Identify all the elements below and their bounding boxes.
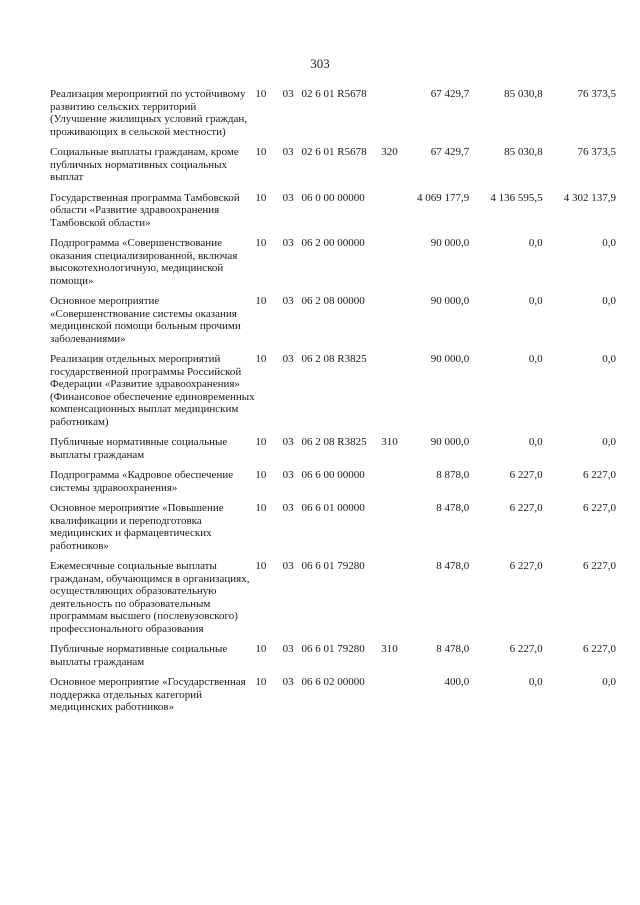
row-expense-type: 310: [381, 436, 398, 448]
row-amount-2: 0,0: [528, 237, 543, 249]
row-amount-2: 0,0: [528, 436, 543, 448]
row-amount-1: 90 000,0: [430, 436, 470, 448]
row-target-article: 02 6 01 R5678: [301, 88, 367, 100]
row-spacer-cell: [50, 345, 616, 353]
row-expense-type: [381, 192, 406, 230]
row-expense-type: [381, 295, 406, 345]
row-amount-1: 90 000,0: [430, 353, 470, 365]
row-expense-type: [381, 353, 406, 428]
row-amount-2: 0,0: [528, 353, 543, 365]
row-target-article: 06 2 08 00000: [301, 295, 365, 307]
row-expense-type: [381, 560, 406, 635]
row-amount-3: 0,0: [602, 295, 616, 307]
row-section: 10: [255, 353, 267, 365]
row-target-article: 06 6 02 00000: [301, 676, 365, 688]
row-spacer-cell: [50, 494, 616, 502]
row-spacer-cell: [50, 184, 616, 192]
table-row: [50, 469, 616, 494]
table-row: [50, 676, 616, 714]
row-spacer: [50, 668, 616, 676]
row-spacer: [50, 635, 616, 643]
table-row: [50, 353, 616, 428]
row-expense-type: 320: [381, 146, 398, 158]
row-spacer: [50, 345, 616, 353]
row-expense-type: [381, 237, 406, 287]
table-row: [50, 237, 616, 287]
row-section: 10: [255, 191, 267, 204]
row-name: Подпрограмма «Кадровое обеспечение системы здравоохранения»: [50, 469, 234, 494]
row-spacer-cell: [50, 552, 616, 560]
row-name: Ежемесячные социальные выплаты гражданам, обучающимся в организациях, осуществляющих образовательную деятельность по образовательным программам высшего (послевузовского) профессионального образования: [50, 560, 250, 635]
page-number: 303: [310, 56, 330, 71]
row-section: 10: [255, 436, 267, 448]
row-target-article: 02 6 01 R5678: [301, 146, 367, 158]
row-target-article: 06 0 00 00000: [301, 191, 365, 204]
row-subsection: 03: [282, 146, 294, 158]
row-amount-2: 6 227,0: [509, 560, 543, 572]
row-subsection: 03: [282, 676, 294, 688]
row-amount-3: 0,0: [602, 436, 616, 448]
row-amount-1: 67 429,7: [430, 146, 470, 158]
row-amount-3: 6 227,0: [583, 502, 616, 514]
row-section: 10: [255, 560, 267, 572]
row-amount-2: 4 136 595,5: [490, 191, 543, 204]
row-amount-2: 85 030,8: [504, 146, 543, 158]
row-spacer: [50, 138, 616, 146]
row-target-article: 06 6 01 00000: [301, 502, 365, 514]
row-amount-1: 8 478,0: [436, 560, 470, 572]
row-target-article: 06 2 00 00000: [301, 237, 365, 249]
table-row: [50, 643, 616, 668]
row-target-article: 06 2 08 R3825: [301, 436, 367, 448]
row-amount-1: 4 069 177,9: [416, 191, 470, 204]
row-subsection: 03: [282, 469, 294, 481]
row-target-article: 06 6 01 79280: [301, 643, 365, 655]
row-spacer: [50, 552, 616, 560]
budget-table-body: [50, 88, 616, 714]
row-name: Основное мероприятие «Повышение квалификации и переподготовка медицинских и фармацевтических работников»: [50, 502, 224, 552]
row-name: Основное мероприятие «Совершенствование системы оказания медицинской помощи больным прочими заболеваниями»: [50, 295, 241, 345]
table-row: [50, 560, 616, 635]
row-amount-1: 90 000,0: [430, 295, 470, 307]
table-row: [50, 146, 616, 184]
row-expense-type: [381, 469, 406, 494]
row-section: 10: [255, 643, 267, 655]
row-spacer: [50, 461, 616, 469]
row-amount-1: 8 478,0: [436, 643, 470, 655]
row-spacer-cell: [50, 635, 616, 643]
row-section: 10: [255, 88, 267, 100]
row-amount-2: 0,0: [528, 295, 543, 307]
row-name: Реализация отдельных мероприятий государственной программы Российской Федерации «Развитие здравоохранения» (Финансовое обеспечение единовременных компенсационных выплат медицинским работникам): [50, 353, 255, 428]
row-amount-2: 0,0: [528, 676, 543, 688]
row-spacer: [50, 184, 616, 192]
row-subsection: 03: [282, 643, 294, 655]
row-subsection: 03: [282, 191, 294, 204]
row-section: 10: [255, 676, 267, 688]
row-name: Основное мероприятие «Государственная поддержка отдельных категорий медицинских работников»: [50, 676, 246, 713]
row-amount-1: 8 878,0: [436, 469, 470, 481]
row-expense-type: [381, 676, 406, 714]
row-section: 10: [255, 502, 267, 514]
row-spacer-cell: [50, 668, 616, 676]
row-spacer: [50, 287, 616, 295]
row-name: Государственная программа Тамбовской области «Развитие здравоохранения Тамбовской области»: [50, 191, 240, 229]
row-amount-2: 6 227,0: [509, 469, 543, 481]
budget-table: [50, 88, 616, 714]
row-amount-3: 0,0: [602, 353, 616, 365]
row-expense-type: [381, 88, 406, 138]
row-spacer-cell: [50, 138, 616, 146]
row-subsection: 03: [282, 502, 294, 514]
row-amount-2: 85 030,8: [504, 88, 543, 100]
row-name: Подпрограмма «Совершенствование оказания специализированной, включая высокотехнологичную, медицинской помощи»: [50, 237, 238, 287]
row-spacer: [50, 428, 616, 436]
row-spacer-cell: [50, 461, 616, 469]
row-amount-3: 6 227,0: [583, 643, 616, 655]
row-name: Публичные нормативные социальные выплаты гражданам: [50, 643, 228, 668]
row-target-article: 06 6 01 79280: [301, 560, 365, 572]
table-row: [50, 436, 616, 461]
row-amount-3: 6 227,0: [583, 560, 616, 572]
row-amount-1: 8 478,0: [436, 502, 470, 514]
row-spacer-cell: [50, 428, 616, 436]
row-amount-1: 90 000,0: [430, 237, 470, 249]
row-amount-2: 6 227,0: [509, 643, 543, 655]
row-amount-1: 400,0: [444, 676, 470, 688]
row-amount-3: 4 302 137,9: [563, 191, 616, 204]
row-subsection: 03: [282, 560, 294, 572]
row-amount-3: 0,0: [602, 237, 616, 249]
row-amount-2: 6 227,0: [509, 502, 543, 514]
row-subsection: 03: [282, 295, 294, 307]
row-name: Публичные нормативные социальные выплаты гражданам: [50, 436, 228, 461]
row-spacer-cell: [50, 229, 616, 237]
table-row: [50, 192, 616, 230]
row-section: 10: [255, 295, 267, 307]
row-expense-type: [381, 502, 406, 552]
table-row: [50, 502, 616, 552]
row-amount-3: 6 227,0: [583, 469, 616, 481]
row-spacer: [50, 494, 616, 502]
row-spacer-cell: [50, 287, 616, 295]
row-subsection: 03: [282, 353, 294, 365]
row-amount-3: 76 373,5: [577, 146, 616, 158]
row-spacer: [50, 229, 616, 237]
row-subsection: 03: [282, 88, 294, 100]
row-target-article: 06 6 00 00000: [301, 469, 365, 481]
row-name: Реализация мероприятий по устойчивому развитию сельских территорий (Улучшение жилищных условий граждан, проживающих в сельской местности): [50, 88, 248, 138]
table-row: [50, 295, 616, 345]
table-row: [50, 88, 616, 138]
row-amount-3: 0,0: [602, 676, 616, 688]
row-name: Социальные выплаты гражданам, кроме публичных нормативных социальных выплат: [50, 146, 239, 183]
row-expense-type: 310: [381, 643, 398, 655]
row-amount-1: 67 429,7: [430, 88, 470, 100]
row-subsection: 03: [282, 436, 294, 448]
row-amount-3: 76 373,5: [577, 88, 616, 100]
row-section: 10: [255, 469, 267, 481]
row-section: 10: [255, 146, 267, 158]
row-subsection: 03: [282, 237, 294, 249]
row-target-article: 06 2 08 R3825: [301, 353, 367, 365]
row-section: 10: [255, 237, 267, 249]
